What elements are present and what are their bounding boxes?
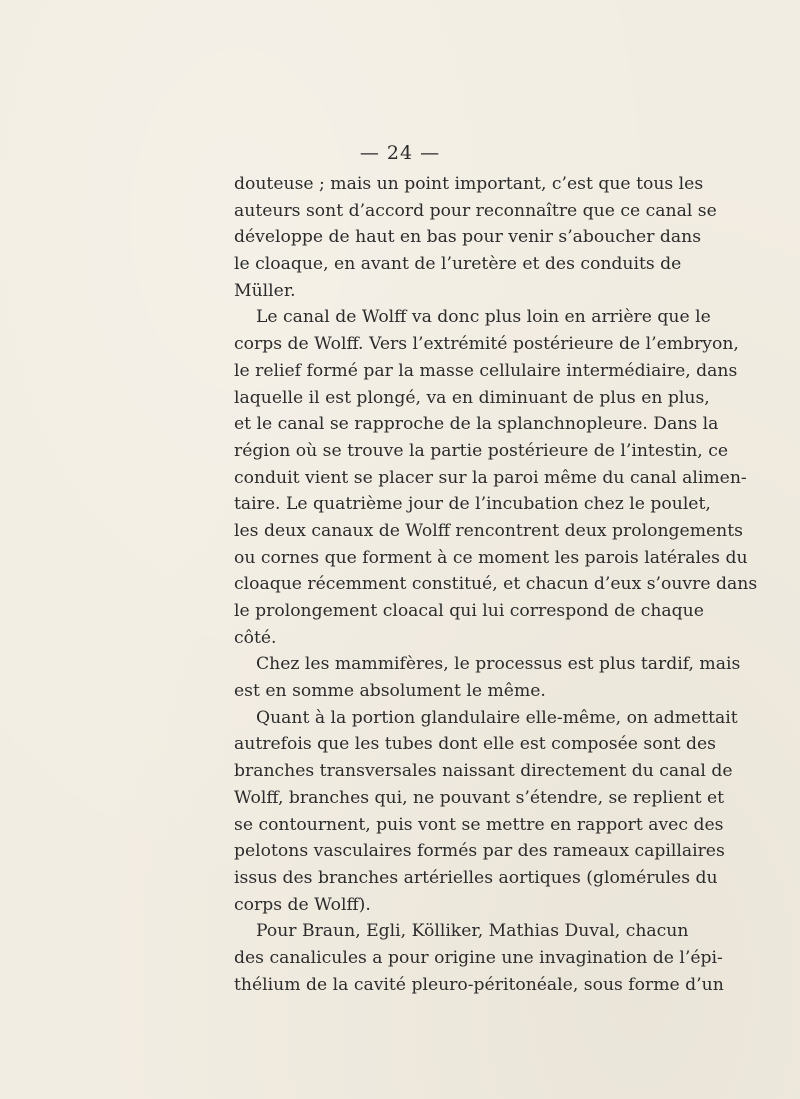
text-line: corps de Wolff. Vers l’extrémité postérieure de l’embryon, <box>234 334 739 355</box>
text-line: Quant à la portion glandulaire elle-même, on admettait <box>256 707 738 728</box>
text-line: Pour Braun, Egli, Kölliker, Mathias Duval, chacun <box>256 921 689 942</box>
page-number: — 24 — <box>359 142 441 164</box>
text-line: le relief formé par la masse cellulaire intermédiaire, dans <box>234 360 738 381</box>
text-line: les deux canaux de Wolff rencontrent deux prolongements <box>234 520 743 541</box>
text-line: des canalicules a pour origine une invagination de l’épi- <box>234 947 723 968</box>
text-line: thélium de la cavité pleuro-péritonéale, sous forme d’un <box>234 974 724 995</box>
text-line: taire. Le quatrième jour de l’incubation chez le poulet, <box>234 494 711 515</box>
text-line: auteurs sont d’accord pour reconnaître que ce canal se <box>234 200 717 221</box>
text-line: conduit vient se placer sur la paroi même du canal alimen- <box>234 467 747 488</box>
text-line: cloaque récemment constitué, et chacun d’eux s’ouvre dans <box>234 574 758 595</box>
text-line: le cloaque, en avant de l’uretère et des conduits de <box>234 254 682 275</box>
text-line: côté. <box>234 627 277 648</box>
text-line: est en somme absolument le même. <box>234 681 546 702</box>
text-line: Chez les mammifères, le processus est plus tardif, mais <box>256 654 741 675</box>
text-line: région où se trouve la partie postérieure de l’intestin, ce <box>234 440 729 461</box>
text-line: Müller. <box>234 280 296 301</box>
text-line: Wolff, branches qui, ne pouvant s’étendre, se replient et <box>234 787 725 808</box>
text-line: le prolongement cloacal qui lui correspond de chaque <box>234 601 704 621</box>
text-line: douteuse ; mais un point important, c’est que tous les <box>234 174 704 194</box>
text-line: corps de Wolff). <box>234 894 371 915</box>
text-line: issus des branches artérielles aortiques (glomérules du <box>234 867 718 888</box>
text-line: se contournent, puis vont se mettre en rapport avec des <box>234 814 724 835</box>
text-line: pelotons vasculaires formés par des rameaux capillaires <box>234 841 725 862</box>
text-line: Le canal de Wolff va donc plus loin en arrière que le <box>256 307 711 328</box>
text-line: branches transversales naissant directement du canal de <box>234 761 733 782</box>
text-line: laquelle il est plongé, va en diminuant de plus en plus, <box>234 387 710 408</box>
text-line: développe de haut en bas pour venir s’aboucher dans <box>234 227 702 248</box>
text-line: autrefois que les tubes dont elle est composée sont des <box>234 734 716 755</box>
text-line: et le canal se rapproche de la splanchnopleure. Dans la <box>234 414 719 435</box>
body-text <box>234 171 758 998</box>
text-line: ou cornes que forment à ce moment les parois latérales du <box>234 547 748 568</box>
